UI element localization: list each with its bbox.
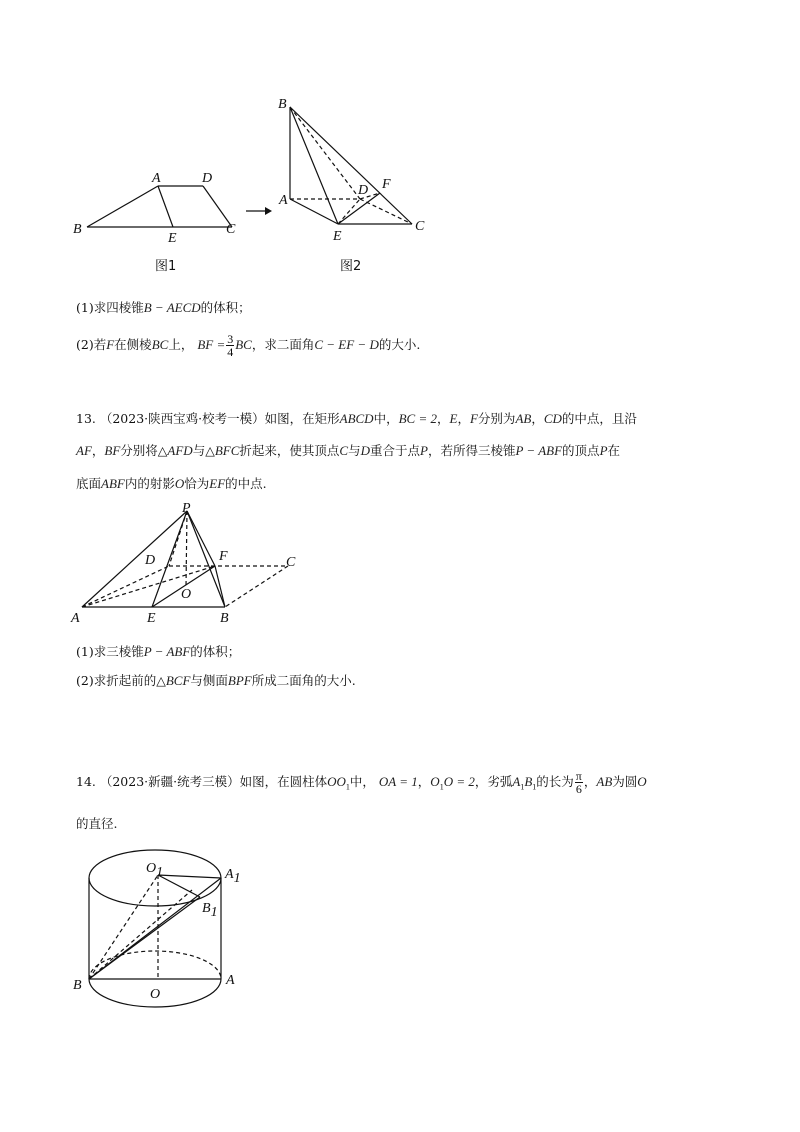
fig1-label-D: D xyxy=(202,171,213,186)
q13-part2: (2)求折起前的△BCF与侧面BPF所成二面角的大小. xyxy=(76,673,356,688)
q12-part2: (2)若F在侧棱BC上， BF = $\frac{3}{4}$ BC，求二面角C − EF − D的大小. xyxy=(76,332,421,359)
fraction-3-4: $\frac{3}{4}$ xyxy=(227,332,234,359)
q13-label-F: F xyxy=(219,549,228,564)
q14-label-B: B xyxy=(73,978,82,993)
q12-figures xyxy=(60,90,440,280)
q13-text-line2: AF，BF分别将△AFD与△BFC折起来，使其顶点C与D重合于点P，若所得三棱锥P − ABF的顶点P在 xyxy=(76,443,621,458)
q13-text-line3: 底面ABF内的射影O恰为EF的中点. xyxy=(76,476,267,491)
q12-part1: (1)求四棱锥B − AECD的体积； xyxy=(76,300,251,315)
q13-label-B: B xyxy=(220,611,229,626)
fraction-pi-6: $\frac{\pi}{6}$ xyxy=(575,769,582,796)
q13-label-P: P xyxy=(182,501,191,516)
q14-label-O1: O1 xyxy=(146,861,164,880)
q13-label-O: O xyxy=(181,587,192,602)
fig2-label-F: F xyxy=(382,177,391,192)
q14-text-line2: 的直径. xyxy=(76,816,118,831)
q13-label-D: D xyxy=(145,553,156,568)
q13-part1: (1)求三棱锥P − ABF的体积； xyxy=(76,644,241,659)
fig2-label-E: E xyxy=(333,229,342,244)
fig2-label-B: B xyxy=(278,97,287,112)
fig1-label-A: A xyxy=(152,171,161,186)
figure-2-caption: 图2 xyxy=(340,259,362,274)
fig1-label-C: C xyxy=(226,222,236,237)
q14-label-A1: A1 xyxy=(225,867,241,886)
q13-text-line1: 13. （2023·陕西宝鸡·校考一模）如图，在矩形ABCD中，BC = 2，E，F分别为AB，CD的中点，且沿 xyxy=(76,411,637,426)
q14-text-line1: 14. （2023·新疆·统考三模）如图，在圆柱体$OO_1$中， OA = 1，$O_1O = 2$，劣弧$A_1B_1$的长为 $\frac{\pi}{6}$ ，AB为圆O xyxy=(76,769,647,796)
figure-1-caption: 图1 xyxy=(155,259,177,274)
fig2-label-A: A xyxy=(279,193,288,208)
q14-label-O: O xyxy=(150,987,161,1002)
fig2-label-D: D xyxy=(358,183,369,198)
fig2-label-C: C xyxy=(415,219,425,234)
q14-label-B1: B1 xyxy=(202,901,218,920)
q13-label-C: C xyxy=(286,555,296,570)
q14-cylinder-figure xyxy=(66,846,266,1021)
q13-label-E: E xyxy=(147,611,156,626)
arrow-icon xyxy=(246,207,272,215)
fig1-label-E: E xyxy=(168,231,177,246)
q14-label-A: A xyxy=(226,973,235,988)
q13-figure xyxy=(68,498,318,630)
fig1-label-B: B xyxy=(73,222,82,237)
q13-label-A: A xyxy=(71,611,80,626)
figure-2-pyramid xyxy=(290,107,412,224)
figure-1-trapezoid xyxy=(87,186,232,227)
